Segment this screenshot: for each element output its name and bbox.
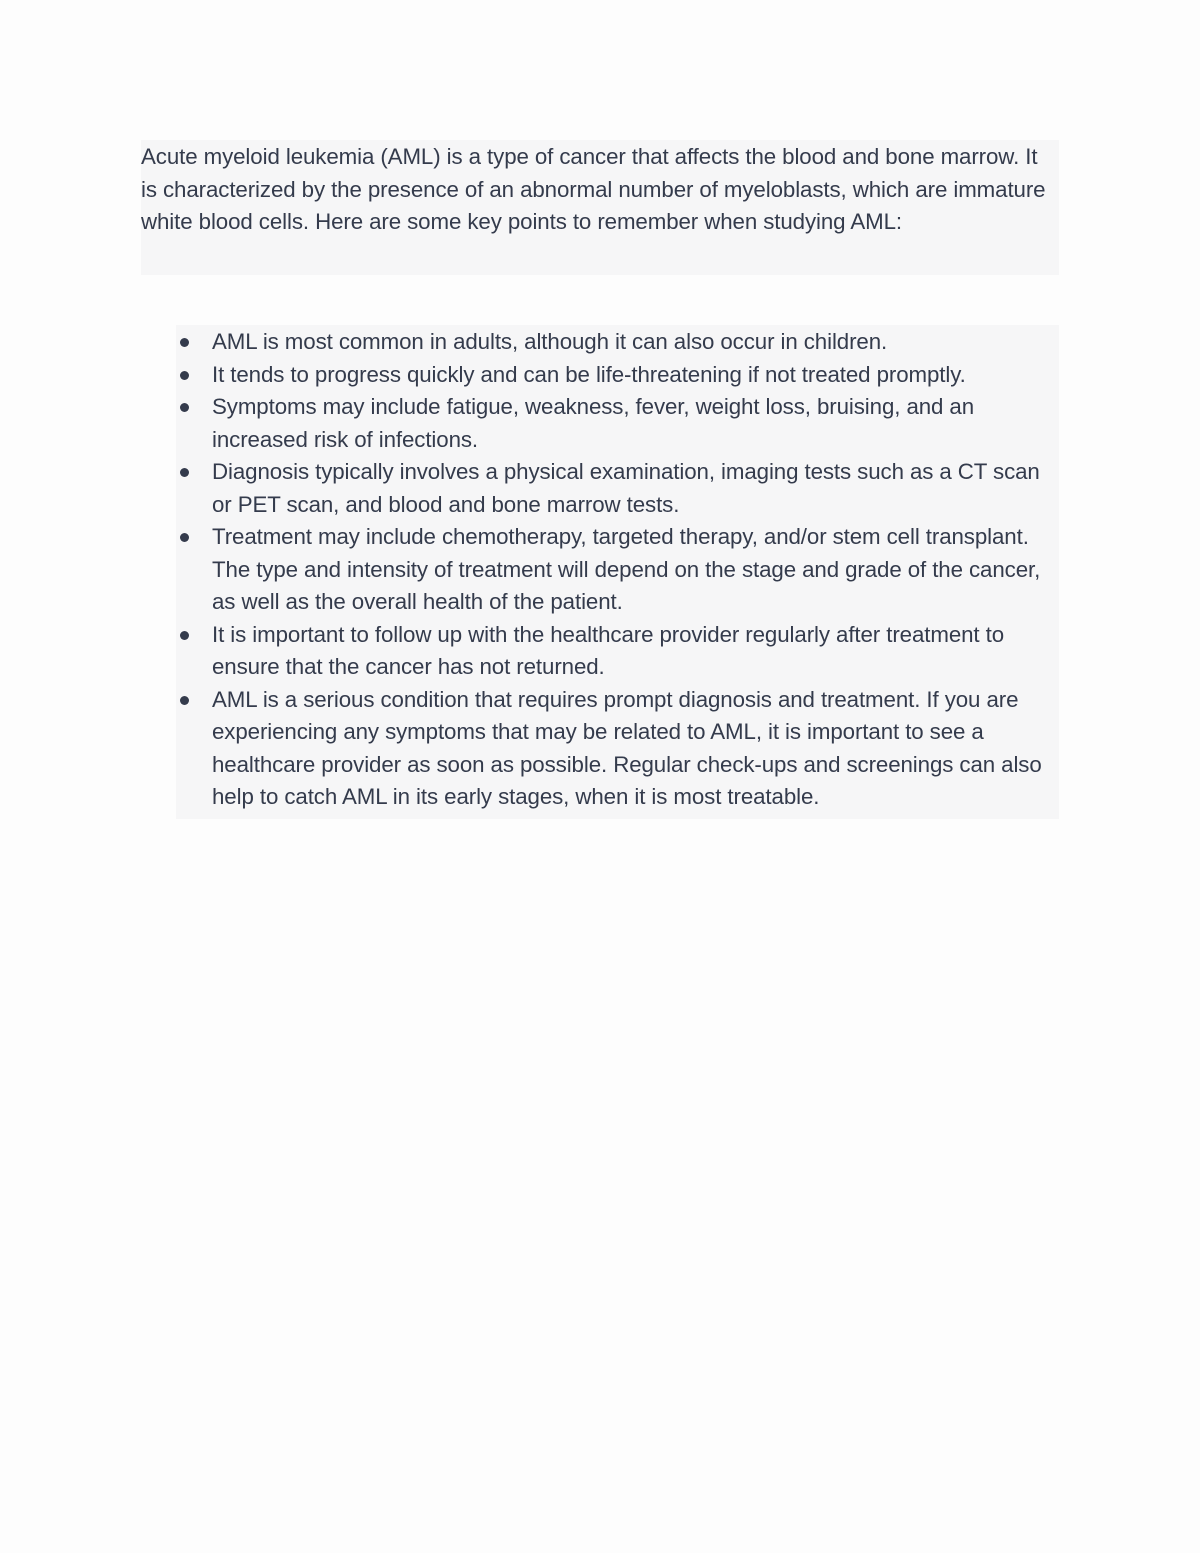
list-item-text: AML is a serious condition that requires prompt diagnosis and treatment. If you are experiencing any symptoms that may be related to AML, it is important to see a healthcare provider as soon as possible. Regular check-ups and screenings can also help to catch AML in its early stages, when it is most treatable. <box>212 686 1042 809</box>
bullet-dot-icon <box>180 696 189 705</box>
intro-paragraph: Acute myeloid leukemia (AML) is a type of cancer that affects the blood and bone marrow. It is characterized by the presence of an abnormal number of myeloblasts, which are immature white blood cells. Here are some key points to remember when studying AML: <box>141 144 1046 234</box>
key-points-list <box>176 325 1059 814</box>
list-item-text: It tends to progress quickly and can be life-threatening if not treated promptly. <box>212 361 966 387</box>
bullet-dot-icon <box>180 338 189 347</box>
list-item <box>176 684 1059 814</box>
intro-block <box>141 140 1059 275</box>
bullet-dot-icon <box>180 403 189 412</box>
list-item <box>176 521 1059 619</box>
list-item <box>176 391 1059 456</box>
list-item <box>176 326 1059 359</box>
bullet-dot-icon <box>180 631 189 640</box>
list-item-text: Treatment may include chemotherapy, targeted therapy, and/or stem cell transplant. The type and intensity of treatment will depend on the stage and grade of the cancer, as well as the overall health of the patient. <box>212 524 1041 614</box>
list-item <box>176 359 1059 392</box>
list-item-text: AML is most common in adults, although it can also occur in children. <box>212 329 888 354</box>
list-item-text: It is important to follow up with the healthcare provider regularly after treatment to ensure that the cancer has not returned. <box>212 621 1004 679</box>
list-item-text: Symptoms may include fatigue, weakness, fever, weight loss, bruising, and an increased risk of infections. <box>212 394 975 452</box>
bullet-dot-icon <box>180 468 189 477</box>
list-item-text: Diagnosis typically involves a physical examination, imaging tests such as a CT scan or PET scan, and blood and bone marrow tests. <box>212 459 1040 517</box>
bullet-dot-icon <box>180 371 189 380</box>
list-item <box>176 619 1059 684</box>
bullet-dot-icon <box>180 533 189 542</box>
list-item <box>176 456 1059 521</box>
key-points-block <box>176 325 1059 819</box>
